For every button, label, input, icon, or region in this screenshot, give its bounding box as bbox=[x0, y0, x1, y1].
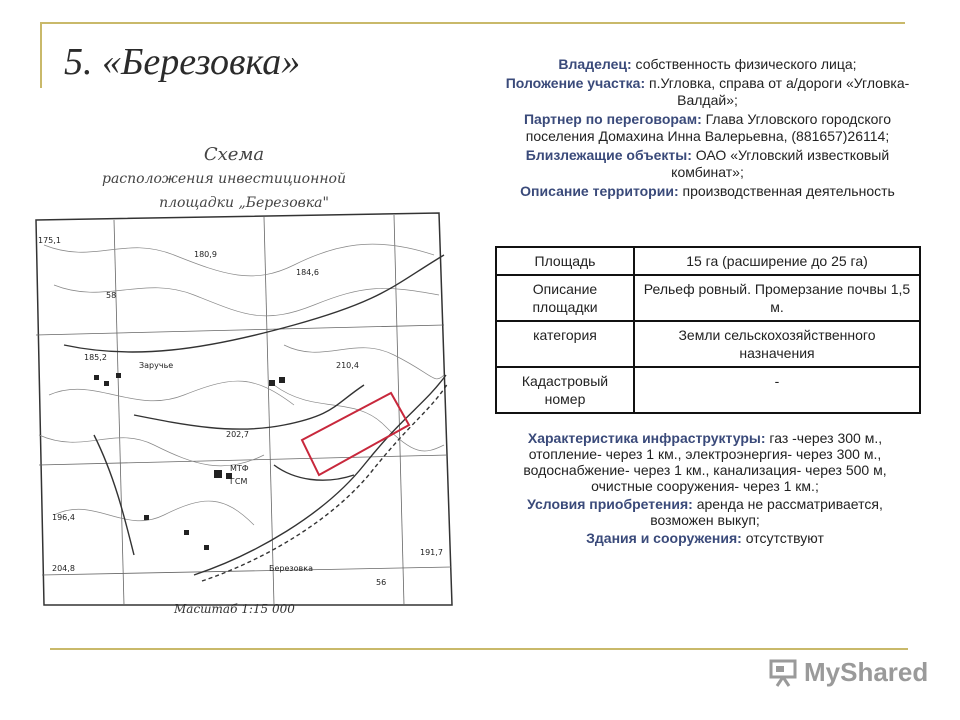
buildings-value: отсутствуют bbox=[745, 530, 824, 546]
territory-label: Описание территории: bbox=[520, 183, 679, 199]
map-label: МТФ bbox=[230, 464, 249, 473]
slide-title: 5. «Березовка» bbox=[64, 41, 301, 83]
map-scale: Масштаб 1:15 000 bbox=[174, 602, 295, 616]
table-row bbox=[496, 367, 920, 413]
bottom-rule bbox=[50, 648, 908, 650]
table-key: Площадь bbox=[496, 247, 634, 275]
table-key: Описание площадки bbox=[496, 275, 634, 321]
site-info-extra bbox=[505, 430, 905, 548]
site-info bbox=[505, 56, 910, 202]
table-value: - bbox=[634, 367, 920, 413]
map-label: 184,6 bbox=[296, 268, 319, 277]
table-key: Кадастровый номер bbox=[496, 367, 634, 413]
infra-value: газ -через 300 м., отопление- через 1 км., электроэнергия- через 300 м., водоснабжение- через 1 км., канализация- через 500 м, очистные сооружения- через 1 км.; bbox=[523, 430, 887, 494]
watermark-logo bbox=[768, 657, 928, 688]
partner-label: Партнер по переговорам: bbox=[523, 111, 702, 127]
owner-line bbox=[505, 56, 910, 73]
infra-line bbox=[505, 430, 905, 494]
terms-label: Условия приобретения: bbox=[527, 496, 693, 512]
terms-value: аренда не рассматривается, возможен выкуп; bbox=[650, 496, 883, 528]
map-label: ГСМ bbox=[230, 477, 248, 486]
location-label: Положение участка: bbox=[505, 75, 646, 91]
map-label: Заручье bbox=[139, 361, 174, 370]
location-line bbox=[505, 75, 910, 109]
nearby-value: ОАО «Угловский известковый комбинат»; bbox=[671, 147, 890, 180]
map-header-1: Схема bbox=[203, 144, 265, 165]
partner-line bbox=[505, 111, 910, 145]
map-label: 191,7 bbox=[420, 548, 443, 557]
left-accent-rule bbox=[40, 22, 42, 88]
buildings-label: Здания и сооружения: bbox=[586, 530, 742, 546]
nearby-line bbox=[505, 147, 910, 181]
table-row bbox=[496, 275, 920, 321]
map-label: 210,4 bbox=[336, 361, 359, 370]
owner-value: собственность физического лица; bbox=[635, 56, 857, 72]
terms-line bbox=[505, 496, 905, 528]
table-row bbox=[496, 321, 920, 367]
table-value: Рельеф ровный. Промерзание почвы 1,5 м. bbox=[634, 275, 920, 321]
presentation-icon bbox=[768, 659, 798, 687]
site-map bbox=[34, 135, 454, 635]
infra-label: Характеристика инфраструктуры: bbox=[527, 430, 766, 446]
table-row bbox=[496, 247, 920, 275]
map-label: 204,8 bbox=[52, 564, 75, 573]
map-label: 185,2 bbox=[84, 353, 107, 362]
site-table bbox=[495, 246, 921, 414]
map-header-2: расположения инвестиционной bbox=[101, 171, 347, 187]
partner-value: Глава Угловского городского поселения Домахина Инна Валерьевна, (881657)26114; bbox=[525, 111, 892, 144]
location-value: п.Угловка, справа от а/дороги «Угловка-Валдай»; bbox=[649, 75, 910, 108]
table-value: 15 га (расширение до 25 га) bbox=[634, 247, 920, 275]
map-label: 180,9 bbox=[194, 250, 217, 259]
table-key: категория bbox=[496, 321, 634, 367]
buildings-line bbox=[505, 530, 905, 546]
map-label: 175,1 bbox=[38, 236, 61, 245]
territory-value: производственная деятельность bbox=[682, 183, 895, 199]
owner-label: Владелец: bbox=[558, 56, 632, 72]
top-rule bbox=[40, 22, 905, 24]
territory-line bbox=[505, 183, 910, 200]
map-label: Березовка bbox=[269, 564, 314, 573]
map-label: 58 bbox=[106, 291, 117, 300]
map-label: 56 bbox=[376, 578, 387, 587]
table-value: Земли сельскохозяйственного назначения bbox=[634, 321, 920, 367]
map-header-3: площадки „Березовка" bbox=[159, 195, 329, 211]
nearby-label: Близлежащие объекты: bbox=[525, 147, 692, 163]
map-label: 196,4 bbox=[52, 513, 75, 522]
map-label: 202,7 bbox=[226, 430, 249, 439]
logo-text: MyShared bbox=[804, 657, 929, 687]
